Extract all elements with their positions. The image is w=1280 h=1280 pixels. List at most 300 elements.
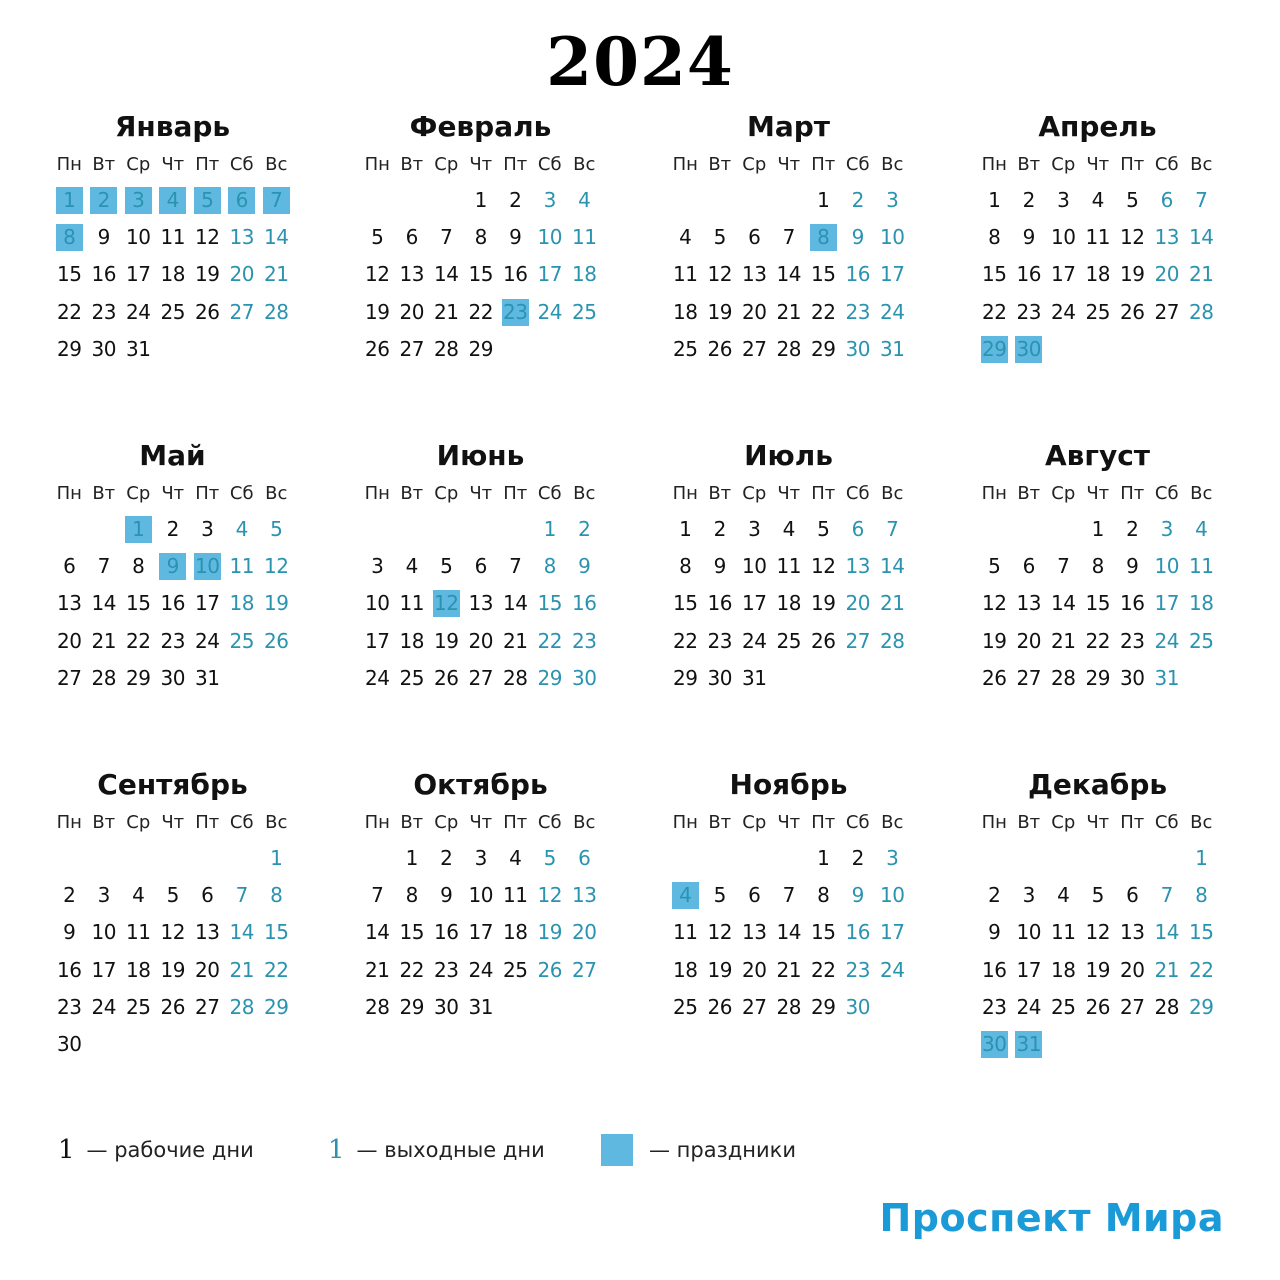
weekend-day [259, 548, 294, 585]
day-number: 10 [1016, 920, 1041, 945]
work-day [429, 548, 464, 585]
work-day [498, 182, 533, 219]
day-number: 14 [91, 591, 116, 616]
day-number: 26 [707, 336, 732, 361]
day-number: 2 [440, 846, 453, 871]
day-number: 19 [434, 628, 459, 653]
weekday-label: Чт [1086, 812, 1110, 833]
work-day [1115, 585, 1150, 622]
day-number: 5 [1126, 188, 1139, 213]
day-number: 4 [405, 554, 418, 579]
day-number: 25 [673, 994, 698, 1019]
day-number: 19 [982, 628, 1007, 653]
weekend-day [259, 989, 294, 1026]
work-day [190, 294, 225, 331]
weekday-label: Вт [708, 812, 732, 833]
work-day [87, 877, 122, 914]
work-day [737, 989, 772, 1026]
day-number: 4 [578, 188, 591, 213]
day-number: 20 [195, 957, 220, 982]
weekday-label: Пн [981, 812, 1007, 833]
day-number: 21 [503, 628, 528, 653]
day-number: 3 [201, 517, 214, 542]
legend-work-days [58, 1130, 254, 1170]
day-number: 21 [434, 299, 459, 324]
day-number: 23 [982, 994, 1007, 1019]
month-block [977, 108, 1222, 368]
day-number: 26 [195, 299, 220, 324]
work-day [1046, 182, 1081, 219]
day-number: 11 [1189, 554, 1214, 579]
day-number: 18 [572, 262, 597, 287]
weekend-day [259, 623, 294, 660]
weekend-day [567, 219, 602, 256]
weekend-day [841, 548, 876, 585]
work-day [772, 331, 807, 368]
weekend-day [875, 331, 910, 368]
weekend-day [875, 182, 910, 219]
weekend-day [1184, 989, 1219, 1026]
weekend-day [567, 952, 602, 989]
work-day [498, 256, 533, 293]
day-number: 18 [1051, 957, 1076, 982]
day-number: 7 [886, 517, 899, 542]
weekday-label: Сб [537, 483, 562, 504]
holiday-day [1012, 1026, 1047, 1063]
weekday-label: Пт [195, 154, 220, 175]
day-number: 14 [365, 920, 390, 945]
day-number: 12 [707, 262, 732, 287]
weekday-label: Пн [56, 812, 82, 833]
weekday-label: Пн [364, 154, 390, 175]
day-number: 19 [160, 957, 185, 982]
work-day [806, 256, 841, 293]
work-day [498, 585, 533, 622]
day-number: 23 [845, 957, 870, 982]
day-number: 10 [537, 225, 562, 250]
weekend-day [1184, 548, 1219, 585]
work-day [1012, 219, 1047, 256]
day-number: 10 [91, 920, 116, 945]
day-number: 3 [886, 188, 899, 213]
day-number: 8 [270, 883, 283, 908]
day-number: 15 [126, 591, 151, 616]
work-day [977, 256, 1012, 293]
holiday-day [1012, 331, 1047, 368]
work-day [1046, 914, 1081, 951]
day-number: 12 [1120, 225, 1145, 250]
weekend-day [259, 219, 294, 256]
day-number: 27 [229, 299, 254, 324]
day-number: 26 [707, 994, 732, 1019]
day-number: 6 [405, 225, 418, 250]
work-day [1115, 548, 1150, 585]
weekday-header [52, 479, 297, 509]
work-day [395, 219, 430, 256]
day-number: 11 [572, 225, 597, 250]
day-number: 1 [543, 517, 556, 542]
day-number: 15 [811, 920, 836, 945]
day-number: 15 [811, 262, 836, 287]
day-number: 20 [742, 299, 767, 324]
weekend-day [1184, 952, 1219, 989]
work-day [429, 660, 464, 697]
work-day [395, 660, 430, 697]
day-number: 8 [679, 554, 692, 579]
weekend-day [1184, 877, 1219, 914]
day-number: 13 [1016, 591, 1041, 616]
work-day [1012, 660, 1047, 697]
holiday-day [259, 182, 294, 219]
day-number: 21 [776, 957, 801, 982]
weekday-label: Чт [161, 812, 185, 833]
day-number: 14 [776, 920, 801, 945]
weekday-label: Пт [195, 483, 220, 504]
work-day [498, 623, 533, 660]
days-grid [360, 840, 605, 1026]
day-number: 16 [503, 262, 528, 287]
work-day [52, 660, 87, 697]
day-number: 24 [126, 299, 151, 324]
days-grid [668, 840, 913, 1026]
work-day [703, 219, 738, 256]
work-day [498, 952, 533, 989]
weekend-day [841, 331, 876, 368]
weekend-day [875, 952, 910, 989]
day-number: 27 [742, 994, 767, 1019]
work-day [703, 256, 738, 293]
work-day [498, 877, 533, 914]
day-number: 9 [509, 225, 522, 250]
work-day [1012, 585, 1047, 622]
day-number: 5 [543, 846, 556, 871]
day-number: 30 [160, 665, 185, 690]
day-number: 15 [468, 262, 493, 287]
work-day [395, 952, 430, 989]
day-number: 20 [468, 628, 493, 653]
work-day [668, 952, 703, 989]
work-day [87, 914, 122, 951]
work-day [87, 548, 122, 585]
day-number: 5 [194, 187, 221, 214]
day-number: 2 [578, 517, 591, 542]
weekday-label: Пт [811, 812, 836, 833]
day-number: 21 [1051, 628, 1076, 653]
weekend-day [225, 989, 260, 1026]
weekend-day [875, 548, 910, 585]
day-number: 22 [1085, 628, 1110, 653]
weekend-day [1150, 182, 1185, 219]
weekday-label: Чт [777, 154, 801, 175]
day-number: 1 [1195, 846, 1208, 871]
day-number: 9 [1022, 225, 1035, 250]
weekend-day [875, 623, 910, 660]
weekday-label: Пт [1120, 483, 1145, 504]
weekday-label: Ср [126, 483, 151, 504]
day-number: 2 [63, 883, 76, 908]
weekend-day [567, 256, 602, 293]
day-number: 17 [880, 920, 905, 945]
weekday-label: Сб [229, 812, 254, 833]
day-number: 25 [776, 628, 801, 653]
work-day [1115, 877, 1150, 914]
day-number: 24 [1051, 299, 1076, 324]
day-number: 4 [679, 225, 692, 250]
legend-holiday-swatch [601, 1134, 633, 1166]
work-day [395, 548, 430, 585]
work-day [395, 840, 430, 877]
day-number: 4 [509, 846, 522, 871]
day-number: 26 [434, 665, 459, 690]
weekend-day [1150, 952, 1185, 989]
month-block [668, 108, 913, 368]
day-number: 25 [572, 299, 597, 324]
day-number: 1 [817, 188, 830, 213]
weekday-label: Чт [469, 483, 493, 504]
weekday-label: Вс [1190, 812, 1213, 833]
weekend-day [259, 256, 294, 293]
day-number: 28 [1154, 994, 1179, 1019]
weekend-day [841, 623, 876, 660]
day-number: 26 [365, 336, 390, 361]
work-day [464, 989, 499, 1026]
day-number: 3 [886, 846, 899, 871]
day-number: 8 [405, 883, 418, 908]
weekend-day [567, 840, 602, 877]
work-day [977, 877, 1012, 914]
day-number: 8 [810, 224, 837, 251]
weekend-day [259, 952, 294, 989]
work-day [429, 331, 464, 368]
day-number: 28 [776, 336, 801, 361]
holiday-day [52, 182, 87, 219]
weekday-label: Пн [672, 483, 698, 504]
month-name: Май [139, 439, 206, 472]
weekend-day [225, 623, 260, 660]
day-number: 28 [1051, 665, 1076, 690]
work-day [977, 952, 1012, 989]
work-day [429, 623, 464, 660]
work-day [737, 952, 772, 989]
holiday-day [190, 182, 225, 219]
month-name: Сентябрь [97, 768, 248, 801]
work-day [737, 660, 772, 697]
weekend-day [225, 914, 260, 951]
day-number: 30 [572, 665, 597, 690]
day-number: 19 [1120, 262, 1145, 287]
day-number: 25 [1189, 628, 1214, 653]
day-number: 27 [1016, 665, 1041, 690]
weekday-label: Вс [1190, 483, 1213, 504]
work-day [395, 585, 430, 622]
work-day [360, 914, 395, 951]
day-number: 30 [1016, 336, 1041, 361]
work-day [1012, 877, 1047, 914]
day-number: 5 [270, 517, 283, 542]
day-number: 17 [1016, 957, 1041, 982]
day-number: 26 [1120, 299, 1145, 324]
work-day [87, 660, 122, 697]
day-number: 13 [195, 920, 220, 945]
day-number: 4 [1091, 188, 1104, 213]
work-day [190, 256, 225, 293]
weekday-label: Вс [881, 812, 904, 833]
weekday-label: Чт [469, 812, 493, 833]
weekend-day [533, 623, 568, 660]
day-number: 7 [263, 187, 290, 214]
weekday-label: Пт [503, 483, 528, 504]
weekend-day [1150, 877, 1185, 914]
work-day [360, 219, 395, 256]
weekday-label: Ср [126, 812, 151, 833]
weekday-label: Пт [1120, 812, 1145, 833]
day-number: 4 [132, 883, 145, 908]
work-day [395, 256, 430, 293]
work-day [395, 877, 430, 914]
day-number: 10 [742, 554, 767, 579]
weekday-label: Чт [161, 154, 185, 175]
day-number: 29 [673, 665, 698, 690]
day-number: 27 [468, 665, 493, 690]
weekend-day [567, 914, 602, 951]
work-day [121, 989, 156, 1026]
work-day [737, 585, 772, 622]
day-number: 5 [371, 225, 384, 250]
work-day [1115, 294, 1150, 331]
day-number: 1 [125, 516, 152, 543]
weekday-label: Сб [845, 154, 870, 175]
work-day [737, 877, 772, 914]
weekend-day [1150, 548, 1185, 585]
day-number: 10 [880, 225, 905, 250]
weekend-day [841, 294, 876, 331]
work-day [1081, 256, 1116, 293]
day-number: 8 [988, 225, 1001, 250]
day-number: 2 [1126, 517, 1139, 542]
day-number: 3 [1057, 188, 1070, 213]
weekday-label: Сб [1154, 483, 1179, 504]
work-day [668, 585, 703, 622]
day-number: 24 [91, 994, 116, 1019]
weekend-day [225, 877, 260, 914]
weekend-day [259, 585, 294, 622]
weekday-header [52, 150, 297, 180]
day-number: 1 [1091, 517, 1104, 542]
weekday-label: Пн [364, 483, 390, 504]
day-number: 24 [1154, 628, 1179, 653]
day-number: 3 [1022, 883, 1035, 908]
day-number: 29 [811, 994, 836, 1019]
weekday-label: Пт [811, 154, 836, 175]
day-number: 1 [56, 187, 83, 214]
weekday-label: Пн [672, 154, 698, 175]
day-number: 16 [57, 957, 82, 982]
day-number: 12 [982, 591, 1007, 616]
work-day [1115, 623, 1150, 660]
weekend-day [567, 877, 602, 914]
weekend-day [259, 511, 294, 548]
work-day [121, 548, 156, 585]
work-day [464, 840, 499, 877]
day-number: 22 [982, 299, 1007, 324]
day-number: 9 [713, 554, 726, 579]
weekend-day [259, 877, 294, 914]
work-day [737, 511, 772, 548]
weekday-label: Вс [573, 483, 596, 504]
work-day [360, 660, 395, 697]
work-day [668, 294, 703, 331]
day-number: 20 [1120, 957, 1145, 982]
weekend-day [225, 294, 260, 331]
month-name: Июль [744, 439, 833, 472]
day-number: 2 [509, 188, 522, 213]
work-day [806, 952, 841, 989]
weekday-label: Вт [92, 154, 116, 175]
weekend-day [1150, 623, 1185, 660]
day-number: 13 [572, 883, 597, 908]
day-number: 6 [1160, 188, 1173, 213]
work-day [737, 256, 772, 293]
work-day [668, 219, 703, 256]
weekday-label: Ср [434, 154, 459, 175]
day-number: 1 [405, 846, 418, 871]
work-day [464, 877, 499, 914]
work-day [668, 989, 703, 1026]
day-number: 5 [817, 517, 830, 542]
day-number: 29 [982, 336, 1007, 361]
weekend-day [533, 294, 568, 331]
weekend-day [225, 219, 260, 256]
day-number: 24 [742, 628, 767, 653]
day-number: 8 [543, 554, 556, 579]
work-day [121, 877, 156, 914]
work-day [121, 294, 156, 331]
brand-logo: Проспект Мира [879, 1196, 1224, 1240]
month-block [360, 108, 605, 368]
legend-work-sample: 1 [58, 1135, 75, 1165]
work-day [668, 511, 703, 548]
day-number: 31 [880, 336, 905, 361]
work-day [977, 548, 1012, 585]
work-day [429, 219, 464, 256]
day-number: 22 [264, 957, 289, 982]
day-number: 26 [264, 628, 289, 653]
day-number: 6 [1022, 554, 1035, 579]
weekend-day [1150, 914, 1185, 951]
day-number: 8 [56, 224, 83, 251]
work-day [190, 914, 225, 951]
day-number: 20 [572, 920, 597, 945]
day-number: 29 [57, 336, 82, 361]
day-number: 29 [399, 994, 424, 1019]
weekend-day [533, 219, 568, 256]
day-number: 17 [537, 262, 562, 287]
day-number: 26 [1085, 994, 1110, 1019]
work-day [156, 877, 191, 914]
weekend-day [567, 548, 602, 585]
month-block [360, 766, 605, 1026]
work-day [156, 952, 191, 989]
day-number: 24 [365, 665, 390, 690]
work-day [429, 952, 464, 989]
work-day [498, 840, 533, 877]
work-day [1115, 219, 1150, 256]
weekday-label: Сб [1154, 154, 1179, 175]
work-day [1081, 877, 1116, 914]
day-number: 14 [229, 920, 254, 945]
day-number: 26 [811, 628, 836, 653]
work-day [806, 331, 841, 368]
